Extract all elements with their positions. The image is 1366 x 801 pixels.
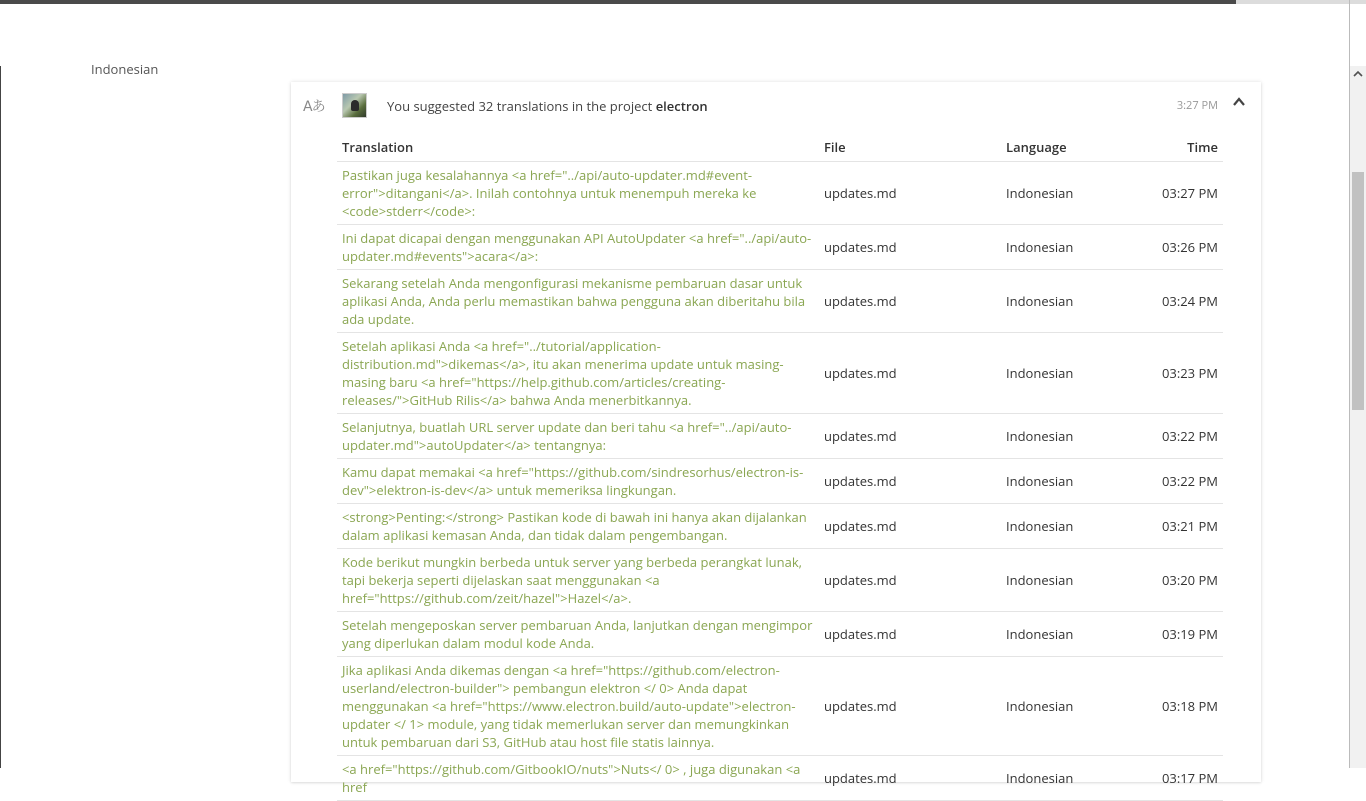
table-row [337, 611, 1223, 656]
time-cell: 03:26 PM [1141, 224, 1223, 269]
column-header-language: Language [1001, 134, 1141, 161]
translations-table [337, 134, 1223, 801]
language-cell: Indonesian [1001, 656, 1141, 755]
time-cell: 03:22 PM [1141, 458, 1223, 503]
time-cell: 03:17 PM [1141, 755, 1223, 800]
file-cell: updates.md [824, 611, 1001, 656]
sidebar-language-label: Indonesian [91, 60, 159, 78]
language-cell: Indonesian [1001, 548, 1141, 611]
activity-time: 3:27 PM [1176, 98, 1218, 113]
activity-card [291, 82, 1261, 796]
column-header-time: Time [1141, 134, 1223, 161]
language-cell: Indonesian [1001, 269, 1141, 332]
time-cell: 03:22 PM [1141, 413, 1223, 458]
language-cell: Indonesian [1001, 611, 1141, 656]
language-cell: Indonesian [1001, 458, 1141, 503]
project-link[interactable]: electron [655, 97, 708, 115]
table-row [337, 332, 1223, 413]
table-row [337, 224, 1223, 269]
time-cell: 03:27 PM [1141, 161, 1223, 224]
avatar[interactable] [342, 93, 367, 118]
translate-icon: Aあ [303, 99, 325, 115]
table-row [337, 755, 1223, 800]
file-cell: updates.md [824, 458, 1001, 503]
table-row [337, 656, 1223, 755]
translation-cell[interactable]: <a href="https://github.com/GitbookIO/nuts">Nuts</ 0> , juga digunakan <a href [337, 755, 824, 800]
translation-cell[interactable]: <strong>Penting:</strong> Pastikan kode di bawah ini hanya akan dijalankan dalam aplikasi kemasan Anda, dan tidak dalam pengembangan. [337, 503, 824, 548]
file-cell: updates.md [824, 332, 1001, 413]
language-cell: Indonesian [1001, 413, 1141, 458]
translation-cell[interactable]: Ini dapat dicapai dengan menggunakan API AutoUpdater <a href="../api/auto-updater.md#events">acara</a>: [337, 224, 824, 269]
column-header-file: File [824, 134, 1001, 161]
scroll-up-arrow-icon[interactable] [1350, 66, 1366, 82]
file-cell: updates.md [824, 548, 1001, 611]
time-cell: 03:21 PM [1141, 503, 1223, 548]
table-row [337, 161, 1223, 224]
time-cell: 03:24 PM [1141, 269, 1223, 332]
content-left-border [0, 66, 1, 768]
file-cell: updates.md [824, 413, 1001, 458]
scrollbar-thumb[interactable] [1352, 172, 1364, 410]
file-cell: updates.md [824, 224, 1001, 269]
language-cell: Indonesian [1001, 755, 1141, 800]
time-cell: 03:23 PM [1141, 332, 1223, 413]
page-scrollbar[interactable] [1350, 66, 1366, 768]
chevron-up-icon[interactable] [1232, 95, 1246, 109]
table-header-row [337, 134, 1223, 161]
table-row [337, 458, 1223, 503]
language-cell: Indonesian [1001, 161, 1141, 224]
time-cell: 03:20 PM [1141, 548, 1223, 611]
language-cell: Indonesian [1001, 503, 1141, 548]
time-cell: 03:19 PM [1141, 611, 1223, 656]
translation-cell[interactable]: Sekarang setelah Anda mengonfigurasi mekanisme pembaruan dasar untuk aplikasi Anda, Anda perlu memastikan bahwa pengguna akan diberitahu bila ada update. [337, 269, 824, 332]
translation-cell[interactable]: Kamu dapat memakai <a href="https://github.com/sindresorhus/electron-is-dev">elektron-is-dev</a> untuk memeriksa lingkungan. [337, 458, 824, 503]
file-cell: updates.md [824, 269, 1001, 332]
activity-summary-text: You suggested 32 translations in the project [387, 97, 653, 115]
time-cell: 03:18 PM [1141, 656, 1223, 755]
translation-cell[interactable]: Selanjutnya, buatlah URL server update dan beri tahu <a href="../api/auto-updater.md">autoUpdater</a> tentangnya: [337, 413, 824, 458]
table-row [337, 413, 1223, 458]
table-row [337, 503, 1223, 548]
translation-cell[interactable]: Setelah mengeposkan server pembaruan Anda, lanjutkan dengan mengimpor yang diperlukan dalam modul kode Anda. [337, 611, 824, 656]
activity-summary [387, 97, 708, 115]
language-cell: Indonesian [1001, 332, 1141, 413]
table-row [337, 548, 1223, 611]
language-cell: Indonesian [1001, 224, 1141, 269]
translation-cell[interactable]: Setelah aplikasi Anda <a href="../tutorial/application-distribution.md">dikemas</a>, itu akan menerima update untuk masing-masing baru <a href="https://help.github.com/articles/creating-releases/">GitHub Rilis</a> bahwa Anda menerbitkannya. [337, 332, 824, 413]
file-cell: updates.md [824, 656, 1001, 755]
page-header [0, 4, 1350, 66]
column-header-translation: Translation [337, 134, 824, 161]
translation-cell[interactable]: Pastikan juga kesalahannya <a href="../api/auto-updater.md#event-error">ditangani</a>. Inilah contohnya untuk menempuh mereka ke <code>stderr</code>: [337, 161, 824, 224]
translation-cell[interactable]: Kode berikut mungkin berbeda untuk server yang berbeda perangkat lunak, tapi bekerja seperti dijelaskan saat menggunakan <a href="https://github.com/zeit/hazel">Hazel</a>. [337, 548, 824, 611]
table-row [337, 269, 1223, 332]
file-cell: updates.md [824, 161, 1001, 224]
activity-header[interactable] [291, 82, 1261, 132]
translation-cell[interactable]: Jika aplikasi Anda dikemas dengan <a href="https://github.com/electron-userland/electron-builder"> pembangun elektron </ 0> Anda dapat menggunakan <a href="https://www.electron.build/auto-update">electron-updater </ 1> module, yang tidak memerlukan server dan memungkinkan untuk pembaruan dari S3, GitHub atau host file statis lainnya. [337, 656, 824, 755]
file-cell: updates.md [824, 503, 1001, 548]
file-cell: updates.md [824, 755, 1001, 800]
